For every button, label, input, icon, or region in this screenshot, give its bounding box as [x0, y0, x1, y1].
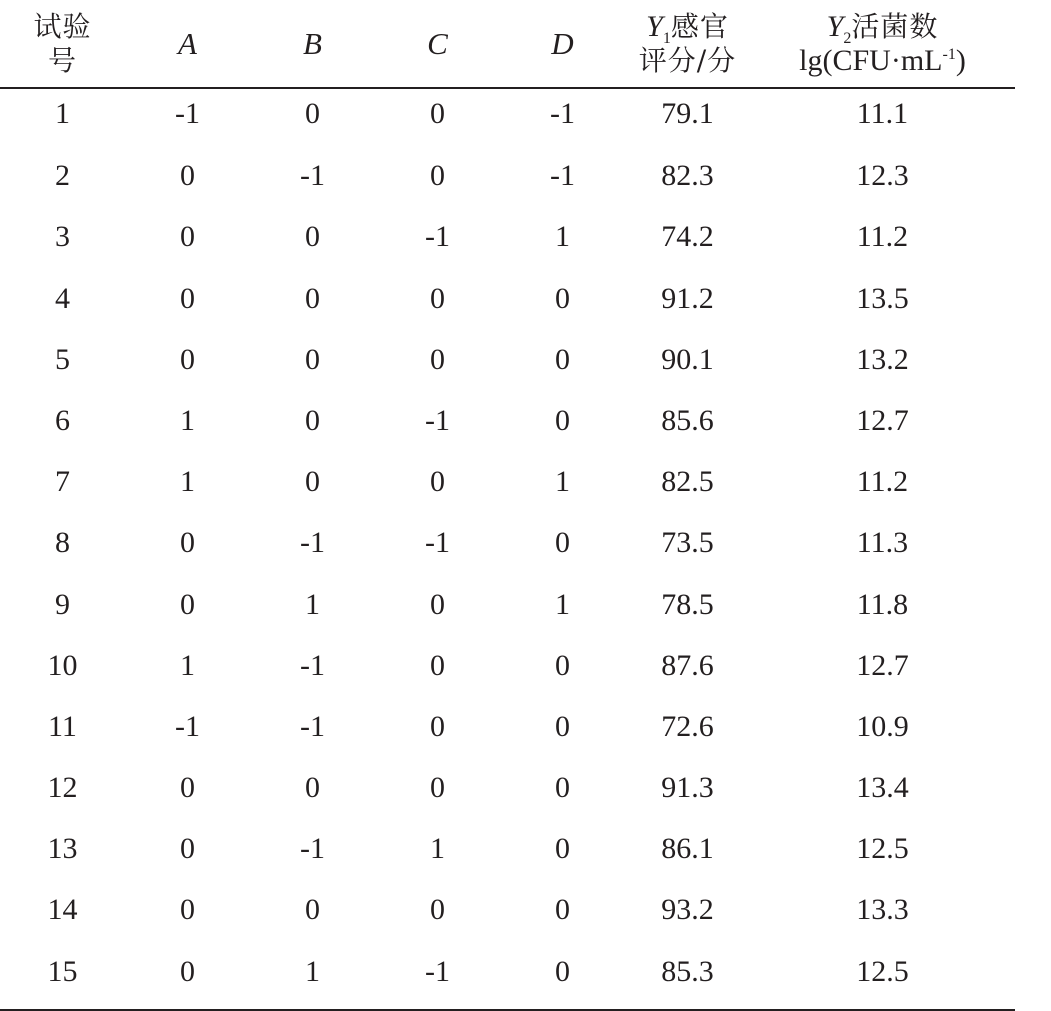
cell-y1-sensory-score: 91.2 — [661, 281, 714, 315]
cell-factor-a: 0 — [180, 771, 195, 805]
cell-trial-number: 2 — [55, 159, 70, 193]
cell-factor-b: 0 — [305, 281, 320, 315]
cell-factor-c: 0 — [430, 587, 445, 621]
cell-factor-d: 1 — [555, 465, 570, 499]
cell-y2-viable-count: 13.2 — [856, 342, 909, 376]
cell-factor-d: 0 — [555, 526, 570, 560]
cell-factor-d: 0 — [555, 832, 570, 866]
cell-y2-viable-count: 11.2 — [856, 465, 909, 499]
cell-trial-number: 7 — [55, 465, 70, 499]
cell-factor-c: 0 — [430, 97, 445, 130]
table-row — [0, 578, 1015, 639]
header-y2-line1 — [750, 9, 1015, 47]
cell-factor-c: -1 — [425, 526, 450, 560]
cell-factor-b: -1 — [300, 159, 325, 193]
cell-factor-a: 0 — [180, 526, 195, 560]
cell-factor-d: 1 — [555, 220, 570, 254]
cell-factor-d: 0 — [555, 648, 570, 682]
table-header — [0, 0, 1015, 88]
header-y1-sensory-score — [625, 0, 750, 88]
table-row — [0, 455, 1015, 516]
header-factor-a: A — [125, 0, 250, 88]
cell-factor-c: 0 — [430, 342, 445, 376]
cell-y2-viable-count: 12.3 — [856, 159, 909, 193]
cell-y2-viable-count: 12.5 — [750, 945, 1015, 1010]
cell-trial-number: 1 — [55, 97, 70, 130]
table-row — [0, 333, 1015, 394]
header-y1-line2: 评分/分 — [638, 43, 737, 77]
cell-factor-d: 0 — [555, 709, 570, 743]
header-trial-number-line1: 试验 — [33, 9, 92, 43]
cell-factor-c: -1 — [375, 945, 500, 1010]
cell-factor-c: -1 — [425, 220, 450, 254]
cell-trial-number: 4 — [55, 281, 70, 315]
cell-factor-a: 1 — [180, 648, 195, 682]
cell-factor-a: 0 — [180, 159, 195, 193]
cell-y2-viable-count: 12.7 — [856, 648, 909, 682]
cell-factor-b: 0 — [305, 403, 320, 437]
cell-factor-b: 0 — [305, 893, 320, 927]
cell-factor-b: 0 — [305, 220, 320, 254]
cell-trial-number: 9 — [55, 587, 70, 621]
cell-factor-a: 0 — [180, 587, 195, 621]
table-row — [0, 516, 1015, 577]
cell-y2-viable-count: 11.1 — [856, 97, 909, 130]
cell-y2-viable-count: 13.3 — [856, 893, 909, 927]
cell-factor-d: -1 — [550, 159, 575, 193]
cell-y2-viable-count: 12.7 — [856, 403, 909, 437]
cell-y2-viable-count: 13.4 — [856, 771, 909, 805]
cell-factor-b: -1 — [300, 526, 325, 560]
header-y1-label: 感官 — [670, 9, 729, 43]
cell-trial-number: 15 — [0, 945, 125, 1010]
cell-factor-c: 0 — [430, 709, 445, 743]
cell-factor-b: 0 — [305, 465, 320, 499]
cell-trial-number: 14 — [47, 893, 78, 927]
header-y2-viable-count — [750, 0, 1015, 88]
cell-y1-sensory-score: 93.2 — [661, 893, 714, 927]
cell-y2-viable-count: 12.5 — [856, 832, 909, 866]
table-row — [0, 945, 1015, 1010]
cell-factor-b: -1 — [300, 832, 325, 866]
cell-factor-a: 1 — [180, 465, 195, 499]
table-row — [0, 210, 1015, 271]
cell-y1-sensory-score: 78.5 — [661, 587, 714, 621]
cell-trial-number: 6 — [55, 403, 70, 437]
table-body — [0, 88, 1015, 1010]
cell-y1-sensory-score: 90.1 — [661, 342, 714, 376]
header-y1-subscript: 1 — [662, 29, 671, 47]
header-y2-unit-exponent: -1 — [942, 45, 956, 63]
header-y2-subscript: 2 — [843, 29, 852, 47]
table-row — [0, 394, 1015, 455]
cell-trial-number: 10 — [47, 648, 78, 682]
header-factor-d: D — [500, 0, 625, 88]
cell-y1-sensory-score: 82.3 — [661, 159, 714, 193]
table-row — [0, 149, 1015, 210]
cell-factor-d: 0 — [555, 281, 570, 315]
cell-trial-number: 13 — [47, 832, 78, 866]
cell-factor-d: 0 — [500, 945, 625, 1010]
cell-factor-a: 0 — [125, 945, 250, 1010]
table-row — [0, 272, 1015, 333]
cell-factor-c: 0 — [430, 281, 445, 315]
header-factor-c: C — [375, 0, 500, 88]
header-row — [0, 0, 1015, 88]
table-row — [0, 761, 1015, 822]
cell-factor-c: 0 — [430, 159, 445, 193]
cell-factor-d: 0 — [555, 342, 570, 376]
cell-factor-b: -1 — [300, 709, 325, 743]
header-factor-b: B — [250, 0, 375, 88]
header-trial-number-line2: 号 — [47, 43, 77, 77]
cell-trial-number: 12 — [47, 771, 78, 805]
cell-y1-sensory-score: 73.5 — [661, 526, 714, 560]
cell-factor-b: 0 — [305, 97, 320, 130]
cell-trial-number: 11 — [48, 709, 77, 743]
cell-factor-d: -1 — [550, 97, 575, 130]
cell-factor-c: 0 — [430, 648, 445, 682]
table-row — [0, 639, 1015, 700]
cell-y1-sensory-score: 86.1 — [661, 832, 714, 866]
header-trial-number — [0, 0, 125, 88]
cell-factor-b: -1 — [300, 648, 325, 682]
cell-y2-viable-count: 11.3 — [856, 526, 909, 560]
cell-factor-a: 0 — [180, 220, 195, 254]
cell-factor-a: 1 — [180, 403, 195, 437]
cell-trial-number: 3 — [55, 220, 70, 254]
cell-trial-number: 5 — [55, 342, 70, 376]
cell-y2-viable-count: 11.2 — [856, 220, 909, 254]
cell-y2-viable-count: 10.9 — [856, 709, 909, 743]
cell-factor-d: 0 — [555, 771, 570, 805]
table-row — [0, 88, 1015, 149]
header-y2-symbol: Y — [826, 9, 844, 43]
cell-trial-number: 8 — [55, 526, 70, 560]
cell-factor-c: 0 — [430, 465, 445, 499]
cell-y1-sensory-score: 82.5 — [661, 465, 714, 499]
cell-y2-viable-count: 11.8 — [856, 587, 909, 621]
cell-factor-a: 0 — [180, 281, 195, 315]
table-row — [0, 822, 1015, 883]
cell-y1-sensory-score: 74.2 — [661, 220, 714, 254]
cell-y1-sensory-score: 72.6 — [661, 709, 714, 743]
cell-factor-a: 0 — [180, 832, 195, 866]
cell-factor-c: 0 — [430, 893, 445, 927]
cell-y1-sensory-score: 79.1 — [661, 97, 714, 130]
cell-factor-b: 1 — [305, 587, 320, 621]
cell-y1-sensory-score: 91.3 — [661, 771, 714, 805]
cell-factor-b: 0 — [305, 342, 320, 376]
header-y1-line1 — [625, 9, 750, 47]
header-y2-line2 — [750, 44, 1015, 78]
cell-factor-d: 1 — [555, 587, 570, 621]
cell-factor-c: -1 — [425, 403, 450, 437]
cell-factor-b: 0 — [305, 771, 320, 805]
cell-factor-c: 1 — [430, 832, 445, 866]
cell-factor-a: -1 — [175, 709, 200, 743]
header-y2-label: 活菌数 — [851, 9, 939, 43]
header-y1-symbol: Y — [646, 9, 663, 43]
cell-factor-c: 0 — [430, 771, 445, 805]
cell-factor-d: 0 — [555, 403, 570, 437]
table-row — [0, 700, 1015, 761]
cell-y1-sensory-score: 85.3 — [625, 945, 750, 1010]
cell-factor-d: 0 — [555, 893, 570, 927]
cell-factor-a: -1 — [175, 97, 200, 130]
cell-y1-sensory-score: 85.6 — [661, 403, 714, 437]
table-row — [0, 883, 1015, 944]
header-y2-unit-close: ) — [955, 43, 966, 77]
header-y2-unit: lg(CFU·mL — [799, 43, 943, 77]
cell-factor-a: 0 — [180, 893, 195, 927]
cell-factor-b: 1 — [250, 945, 375, 1010]
cell-factor-a: 0 — [180, 342, 195, 376]
cell-y1-sensory-score: 87.6 — [661, 648, 714, 682]
cell-y2-viable-count: 13.5 — [856, 281, 909, 315]
